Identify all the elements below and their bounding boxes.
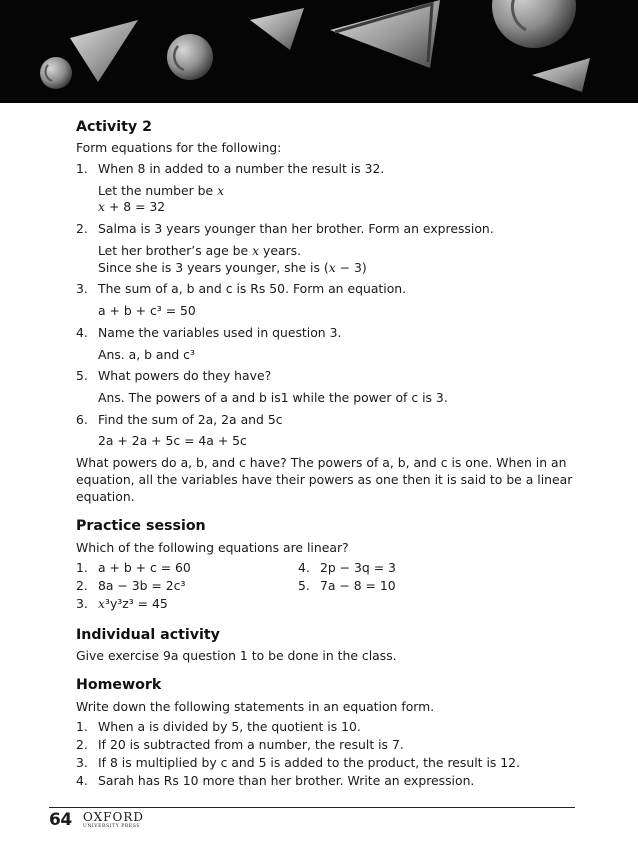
answer-text: years. — [259, 242, 302, 258]
item-number: 1. — [76, 560, 88, 576]
answer-block — [98, 433, 576, 450]
homework-section — [76, 676, 576, 789]
list-item — [76, 368, 576, 406]
activity-2-section — [76, 118, 576, 505]
homework-text: Sarah has Rs 10 more than her brother. Write an expression. — [98, 772, 475, 788]
table-row — [76, 578, 576, 596]
list-item — [76, 412, 576, 450]
variable-text: x — [252, 242, 260, 258]
table-row — [76, 560, 576, 578]
triangle-shape — [532, 58, 590, 92]
item-number: 5. — [298, 578, 310, 594]
geometric-shapes-graphic — [0, 0, 638, 103]
variable-text: x — [98, 199, 105, 215]
list-item — [76, 719, 576, 736]
practice-intro: Which of the following equations are linear? — [76, 539, 349, 555]
equation-text: 2p − 3q = 3 — [320, 560, 396, 576]
answer-block — [98, 243, 576, 276]
list-item — [76, 325, 576, 363]
activity-2-intro: Form equations for the following: — [76, 140, 282, 156]
activity-2-heading: Activity 2 — [76, 119, 152, 135]
individual-activity-section — [76, 626, 576, 665]
answer-block — [98, 303, 576, 320]
homework-list — [76, 719, 576, 789]
list-item — [76, 755, 576, 772]
item-number: 2. — [76, 578, 88, 594]
item-number: 2. — [76, 221, 88, 237]
item-number: 6. — [76, 411, 88, 427]
item-number: 1. — [76, 160, 88, 176]
sphere-shape — [492, 0, 576, 48]
equation-text: a + b + c = 60 — [98, 560, 191, 576]
answer-text: 2a + 2a + 5c = 4a + 5c — [98, 433, 247, 449]
item-number: 3. — [76, 595, 88, 611]
individual-activity-heading: Individual activity — [76, 626, 220, 643]
item-number: 3. — [76, 754, 88, 770]
homework-text: If 20 is subtracted from a number, the result is 7. — [98, 737, 404, 753]
question-text: Find the sum of 2a, 2a and 5c — [98, 411, 283, 427]
activity-2-list — [76, 161, 576, 450]
item-number: 3. — [76, 281, 88, 297]
list-item — [76, 281, 576, 319]
answer-text: + 8 = 32 — [105, 199, 166, 215]
answer-block — [98, 183, 576, 216]
decorative-banner — [0, 0, 638, 103]
list-item — [76, 773, 576, 790]
homework-intro: Write down the following statements in an equation form. — [76, 698, 435, 714]
homework-text: When a is divided by 5, the quotient is 10. — [98, 719, 361, 735]
publisher-logo — [83, 811, 144, 830]
triangle-shape — [70, 20, 138, 82]
list-item — [76, 161, 576, 216]
practice-section — [76, 517, 576, 613]
answer-text: a + b + c³ = 50 — [98, 303, 196, 319]
publisher-name: OXFORD — [83, 810, 144, 824]
answer-text: Ans. The powers of a and b is1 while the power of c is 3. — [98, 389, 448, 405]
homework-text: If 8 is multiplied by c and 5 is added to the product, the result is 12. — [98, 754, 520, 770]
equation-text: 8a − 3b = 2c³ — [98, 578, 186, 594]
homework-heading: Homework — [76, 677, 162, 694]
equation-text: 7a − 8 = 10 — [320, 578, 396, 594]
practice-heading: Practice session — [76, 518, 206, 535]
question-text: Name the variables used in question 3. — [98, 324, 342, 340]
page-number: 64 — [49, 810, 72, 830]
individual-activity-text: Give exercise 9a question 1 to be done in the class. — [76, 647, 397, 663]
answer-block — [98, 390, 576, 407]
question-text: What powers do they have? — [98, 368, 272, 384]
answer-block — [98, 347, 576, 364]
linear-equation-paragraph: What powers do a, b, and c have? The powers of a, b, and c is one. When in an equation, all the variables have their powers as one then it is said to be a linear equation. — [76, 455, 573, 504]
answer-text: Let the number be — [98, 182, 218, 198]
answer-text: Ans. a, b and c³ — [98, 346, 195, 362]
equation-text — [98, 596, 298, 614]
answer-text: Let her brother’s age be — [98, 242, 253, 258]
page-content — [76, 118, 576, 801]
item-number: 5. — [76, 368, 88, 384]
item-number: 4. — [298, 560, 310, 576]
publisher-subtitle: UNIVERSITY PRESS — [83, 824, 141, 829]
list-item — [76, 737, 576, 754]
variable-text: x — [98, 595, 105, 611]
table-row — [76, 596, 576, 614]
triangle-shape — [250, 8, 304, 50]
item-number: 2. — [76, 737, 88, 753]
equation-rest: ³y³z³ = 45 — [105, 595, 168, 611]
list-item — [76, 221, 576, 276]
variable-text: x — [328, 259, 336, 275]
item-number: 4. — [76, 772, 88, 788]
item-number: 4. — [76, 324, 88, 340]
answer-text: − 3) — [335, 259, 367, 275]
practice-equations-table — [76, 560, 576, 613]
footer-rule — [49, 807, 575, 808]
variable-text: x — [217, 182, 225, 198]
triangle-shape — [330, 0, 440, 68]
answer-text: Since she is 3 years younger, she is ( — [98, 259, 329, 275]
question-text: The sum of a, b and c is Rs 50. Form an equation. — [98, 281, 407, 297]
item-number: 1. — [76, 719, 88, 735]
question-text: When 8 in added to a number the result is 32. — [98, 160, 385, 176]
question-text: Salma is 3 years younger than her brother. Form an expression. — [98, 221, 494, 237]
